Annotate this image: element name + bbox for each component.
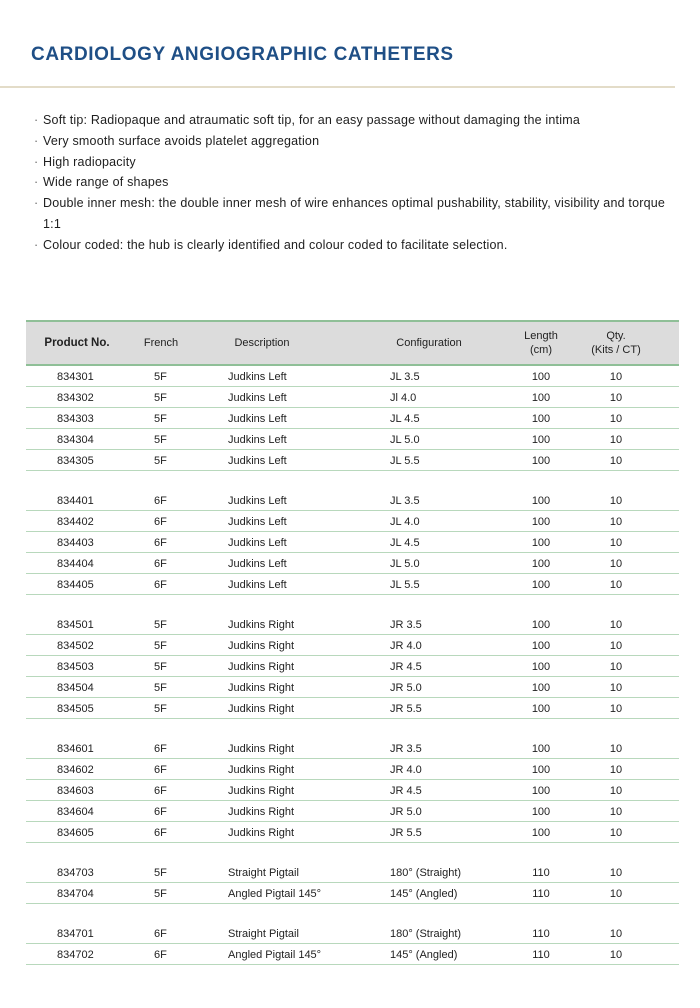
configuration-cell: JR 3.5 [390,619,422,631]
configuration-cell: JR 5.0 [390,806,422,818]
table-header [26,320,679,366]
french-size-cell: 6F [154,764,167,776]
product-number-cell: 834604 [57,806,94,818]
table-row [26,738,679,759]
french-size-cell: 5F [154,682,167,694]
french-size-cell: 5F [154,434,167,446]
french-size-cell: 6F [154,558,167,570]
french-size-cell: 5F [154,703,167,715]
french-size-cell: 6F [154,806,167,818]
quantity-cell: 10 [609,806,623,818]
feature-item [34,152,674,173]
length-cell: 100 [531,392,551,404]
quantity-cell: 10 [609,455,623,467]
configuration-cell: 180° (Straight) [390,928,462,940]
header-length [506,322,576,364]
bullet-marker: · [34,175,39,190]
description-cell: Judkins Left [228,392,287,404]
quantity-cell: 10 [609,703,623,715]
configuration-cell: 145° (Angled) [390,888,458,900]
french-size-cell: 6F [154,928,167,940]
header-product-no: Product No. [44,337,110,349]
bullet-marker: · [34,237,39,252]
product-number-cell: 834605 [57,827,94,839]
group-spacer [26,843,679,862]
configuration-cell: JL 4.5 [390,537,420,549]
product-number-cell: 834301 [57,371,94,383]
product-number-cell: 834501 [57,619,94,631]
length-cell: 100 [531,537,551,549]
feature-text: High radiopacity [43,154,136,169]
feature-list [34,110,674,256]
product-number-cell: 834503 [57,661,94,673]
description-cell: Straight Pigtail [228,867,299,879]
product-number-cell: 834405 [57,579,94,591]
product-number-cell: 834502 [57,640,94,652]
french-size-cell: 5F [154,867,167,879]
table-row [26,822,679,843]
quantity-cell: 10 [609,537,623,549]
quantity-cell: 10 [609,928,623,940]
quantity-cell: 10 [609,949,623,961]
length-cell: 100 [531,413,551,425]
length-cell: 110 [532,888,550,900]
title-divider [0,86,675,88]
configuration-cell: JR 4.0 [390,764,422,776]
quantity-cell: 10 [609,743,623,755]
french-size-cell: 5F [154,888,167,900]
table-row [26,408,679,429]
description-cell: Judkins Left [228,495,287,507]
table-row [26,450,679,471]
table-row [26,780,679,801]
configuration-cell: JR 5.5 [390,703,422,715]
description-cell: Judkins Right [228,640,295,652]
quantity-cell: 10 [609,867,623,879]
description-cell: Judkins Right [228,619,295,631]
configuration-cell: JL 5.0 [390,434,420,446]
group-spacer [26,595,679,614]
length-cell: 100 [531,806,551,818]
group-spacer [26,471,679,490]
length-cell: 100 [531,785,551,797]
description-cell: Angled Pigtail 145° [228,888,322,900]
product-number-cell: 834504 [57,682,94,694]
french-size-cell: 6F [154,537,167,549]
length-cell: 100 [531,455,551,467]
table-row [26,944,679,965]
configuration-cell: JR 5.0 [390,682,422,694]
description-cell: Judkins Right [228,661,295,673]
feature-text: Double inner mesh: the double inner mesh of wire enhances optimal pushability, stability, visibility and torque 1:1 [43,196,666,231]
french-size-cell: 5F [154,661,167,673]
table-row [26,387,679,408]
product-number-cell: 834401 [57,495,94,507]
description-cell: Judkins Right [228,703,295,715]
configuration-cell: Jl 4.0 [390,392,417,404]
quantity-cell: 10 [609,392,623,404]
table-row [26,635,679,656]
header-length-unit: (cm) [530,344,552,356]
length-cell: 110 [532,928,550,940]
catheter-table [26,320,679,965]
description-cell: Judkins Left [228,537,287,549]
feature-text: Very smooth surface avoids platelet aggregation [43,133,320,148]
bullet-marker: · [34,113,39,127]
header-description: Description [234,337,290,349]
header-configuration: Configuration [396,337,462,349]
french-size-cell: 6F [154,785,167,797]
length-cell: 100 [531,495,551,507]
quantity-cell: 10 [609,495,623,507]
header-qty-label: Qty. [606,330,626,342]
product-number-cell: 834703 [57,867,94,879]
quantity-cell: 10 [609,579,623,591]
table-row [26,801,679,822]
description-cell: Judkins Left [228,434,287,446]
product-number-cell: 834505 [57,703,94,715]
page-title: CARDIOLOGY ANGIOGRAPHIC CATHETERS [31,44,454,65]
feature-item [34,235,674,256]
quantity-cell: 10 [609,764,623,776]
feature-item [34,193,674,235]
length-cell: 100 [531,661,551,673]
product-number-cell: 834704 [57,888,94,900]
configuration-cell: JL 4.0 [390,516,420,528]
french-size-cell: 5F [154,413,167,425]
table-row [26,553,679,574]
description-cell: Judkins Right [228,785,295,797]
description-cell: Judkins Left [228,516,287,528]
product-number-cell: 834601 [57,743,94,755]
feature-item [34,172,674,193]
table-row [26,429,679,450]
description-cell: Judkins Left [228,371,287,383]
configuration-cell: JL 5.5 [390,579,420,591]
product-number-cell: 834404 [57,558,94,570]
configuration-cell: JL 3.5 [390,495,420,507]
configuration-cell: 145° (Angled) [390,949,458,961]
table-row [26,490,679,511]
description-cell: Judkins Left [228,558,287,570]
table-body [26,366,679,965]
length-cell: 100 [531,558,551,570]
description-cell: Judkins Right [228,827,295,839]
french-size-cell: 5F [154,640,167,652]
description-cell: Straight Pigtail [228,928,299,940]
table-row [26,614,679,635]
product-number-cell: 834702 [57,949,94,961]
length-cell: 100 [531,434,551,446]
description-cell: Judkins Right [228,743,295,755]
product-number-cell: 834603 [57,785,94,797]
french-size-cell: 5F [154,392,167,404]
product-number-cell: 834305 [57,455,94,467]
feature-text: Colour coded: the hub is clearly identified and colour coded to facilitate selection. [43,237,508,252]
quantity-cell: 10 [609,888,623,900]
table-row [26,759,679,780]
table-row [26,511,679,532]
group-spacer [26,904,679,923]
configuration-cell: JL 5.0 [390,558,420,570]
description-cell: Judkins Left [228,455,287,467]
french-size-cell: 5F [154,619,167,631]
length-cell: 100 [531,827,551,839]
product-number-cell: 834602 [57,764,94,776]
french-size-cell: 6F [154,949,167,961]
configuration-cell: JR 4.0 [390,640,422,652]
group-spacer [26,719,679,738]
quantity-cell: 10 [609,434,623,446]
length-cell: 100 [531,703,551,715]
quantity-cell: 10 [609,661,623,673]
table-row [26,923,679,944]
quantity-cell: 10 [609,640,623,652]
table-row [26,862,679,883]
french-size-cell: 6F [154,579,167,591]
quantity-cell: 10 [609,371,623,383]
length-cell: 100 [531,371,551,383]
header-qty-unit: (Kits / CT) [591,344,641,356]
configuration-cell: JR 4.5 [390,661,422,673]
description-cell: Judkins Right [228,806,295,818]
length-cell: 100 [531,516,551,528]
bullet-marker: · [34,133,39,148]
table-row [26,366,679,387]
configuration-cell: JL 4.5 [390,413,420,425]
bullet-marker: · [34,154,39,169]
quantity-cell: 10 [609,413,623,425]
description-cell: Judkins Left [228,413,287,425]
table-row [26,532,679,553]
table-row [26,698,679,719]
product-number-cell: 834304 [57,434,94,446]
table-row [26,677,679,698]
length-cell: 100 [531,619,551,631]
length-cell: 100 [531,764,551,776]
table-row [26,883,679,904]
configuration-cell: JR 5.5 [390,827,422,839]
french-size-cell: 6F [154,516,167,528]
french-size-cell: 6F [154,827,167,839]
product-number-cell: 834403 [57,537,94,549]
header-qty [574,322,658,364]
quantity-cell: 10 [609,827,623,839]
quantity-cell: 10 [609,785,623,797]
description-cell: Angled Pigtail 145° [228,949,322,961]
french-size-cell: 6F [154,495,167,507]
configuration-cell: 180° (Straight) [390,867,462,879]
configuration-cell: JR 4.5 [390,785,422,797]
feature-item [34,131,674,152]
description-cell: Judkins Right [228,682,295,694]
quantity-cell: 10 [609,516,623,528]
french-size-cell: 5F [154,371,167,383]
configuration-cell: JR 3.5 [390,743,422,755]
bullet-marker: · [34,196,39,211]
feature-text: Soft tip: Radiopaque and atraumatic soft tip, for an easy passage without damaging the intima [43,113,580,127]
quantity-cell: 10 [609,619,623,631]
header-french: French [143,337,179,349]
table-row [26,656,679,677]
product-number-cell: 834701 [57,928,94,940]
quantity-cell: 10 [609,682,623,694]
length-cell: 100 [531,743,551,755]
length-cell: 100 [531,579,551,591]
length-cell: 100 [531,682,551,694]
product-number-cell: 834302 [57,392,94,404]
description-cell: Judkins Left [228,579,287,591]
feature-item [34,110,674,131]
table-row [26,574,679,595]
description-cell: Judkins Right [228,764,295,776]
product-number-cell: 834402 [57,516,94,528]
length-cell: 110 [532,867,550,879]
length-cell: 110 [532,949,550,961]
length-cell: 100 [531,640,551,652]
feature-text: Wide range of shapes [43,175,169,190]
french-size-cell: 6F [154,743,167,755]
product-number-cell: 834303 [57,413,94,425]
french-size-cell: 5F [154,455,167,467]
quantity-cell: 10 [609,558,623,570]
header-length-label: Length [524,330,558,342]
configuration-cell: JL 3.5 [390,371,420,383]
configuration-cell: JL 5.5 [390,455,420,467]
